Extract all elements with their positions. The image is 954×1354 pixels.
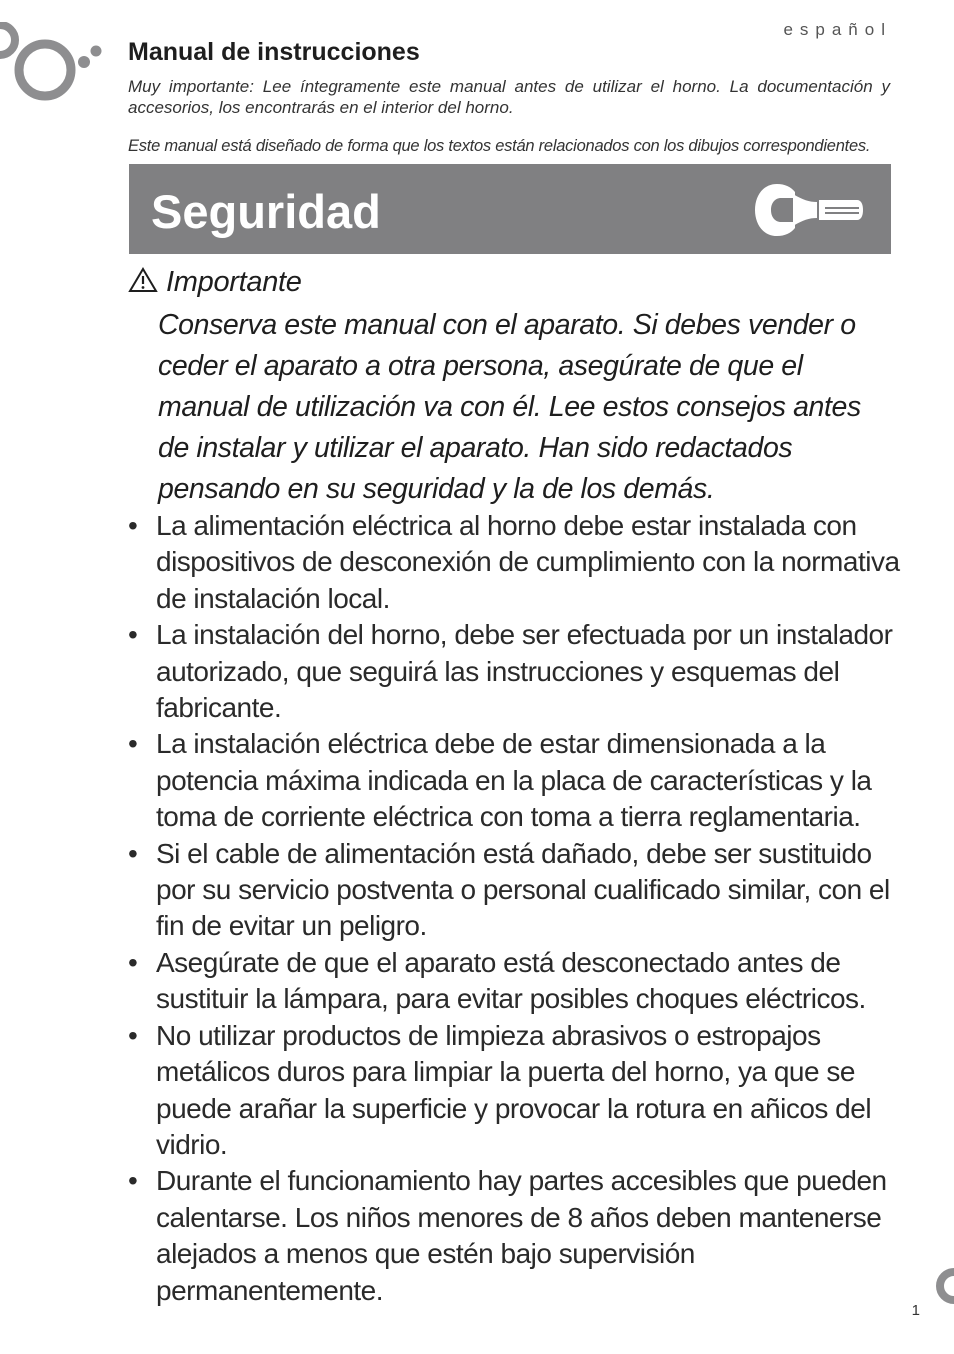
language-label: español (783, 20, 892, 39)
section-header-bar (129, 164, 891, 254)
list-item: • La alimentación eléctrica al horno debe estar instalada con dispositivos de desconexión de cumplimiento con la normativa de instalación local. (128, 508, 908, 617)
wrench-icon (755, 178, 865, 247)
corner-circle-icon (922, 1268, 954, 1313)
list-item: • La instalación del horno, debe ser efectuada por un instalador autorizado, que seguirá las instrucciones y esquemas del fabricante. (128, 617, 908, 726)
section-title: Seguridad (151, 185, 381, 238)
list-item: • Durante el funcionamiento hay partes accesibles que pueden calentarse. Los niños menores de 8 años deben mantenerse alejados a menos que estén bajo supervisión permanentemente. (128, 1163, 908, 1309)
list-item: • Asegúrate de que el aparato está desconectado antes de sustituir la lámpara, para evitar posibles choques eléctricos. (128, 945, 908, 1018)
list-item: • Si el cable de alimentación está dañado, debe ser sustituido por su servicio postventa o personal cualificado similar, con el fin de evitar un peligro. (128, 836, 908, 945)
important-label: Importante (166, 266, 302, 298)
warning-triangle-icon (128, 267, 158, 298)
brand-logo-icon (0, 22, 108, 111)
intro-text: Muy importante: Lee íntegramente este manual antes de utilizar el horno. La documentación y accesorios, los encontrarás en el interior del horno. (128, 77, 890, 117)
safety-bullet-list (128, 508, 908, 1309)
important-text: Conserva este manual con el aparato. Si debes vender o ceder el aparato a otra persona, asegúrate de que el manual de utilización va con él. Lee estos consejos antes de instalar y utilizar el aparato. Han sido redactados pensando en su seguridad y la de los demás. (158, 309, 861, 505)
manual-title: Manual de instrucciones (128, 38, 420, 66)
page-number: 1 (911, 1302, 920, 1319)
important-heading (128, 266, 302, 299)
intro-note: Este manual está diseñado de forma que los textos están relacionados con los dibujos correspondientes. (128, 137, 871, 155)
list-item: • No utilizar productos de limpieza abrasivos o estropajos metálicos duros para limpiar la puerta del horno, ya que se puede arañar la superficie y provocar la rotura en añicos del vidrio. (128, 1018, 908, 1164)
list-item: • La instalación eléctrica debe de estar dimensionada a la potencia máxima indicada en la placa de características y la toma de corriente eléctrica con toma a tierra reglamentaria. (128, 726, 908, 835)
